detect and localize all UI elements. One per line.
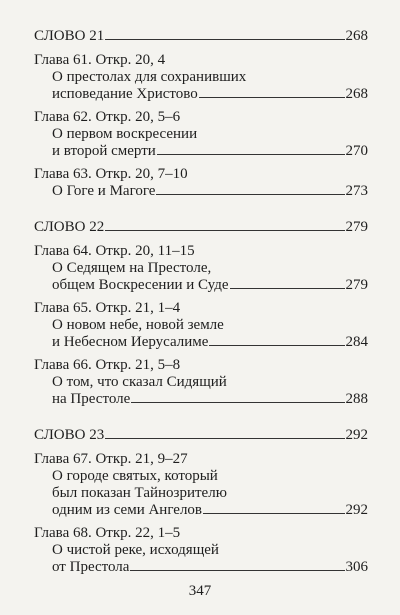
chapter-page: 273 <box>345 183 368 199</box>
chapter-heading: Глава 61. Откр. 20, 4 <box>34 52 166 68</box>
dot-leader <box>130 570 344 571</box>
chapter-line: О городе святых, который <box>52 468 218 484</box>
chapter-page: 284 <box>345 334 368 350</box>
chapter-line: О новом небе, новой земле <box>52 317 224 333</box>
chapter-line: О чистой реке, исходящей <box>52 542 219 558</box>
section-title: СЛОВО 22 <box>34 219 105 235</box>
chapter-page: 292 <box>345 502 368 518</box>
chapter-entry <box>34 126 368 160</box>
dot-leader <box>203 513 344 514</box>
chapter-line: на Престоле <box>52 391 131 407</box>
section-title-row <box>34 28 368 45</box>
chapter-line: общем Воскресении и Суде <box>52 277 229 293</box>
dot-leader <box>209 345 344 346</box>
chapter-line: и Небесном Иерусалиме <box>52 334 209 350</box>
chapter-entry <box>34 260 368 294</box>
chapter-page: 270 <box>345 143 368 159</box>
chapter-heading: Глава 67. Откр. 21, 9–27 <box>34 451 188 467</box>
section-page: 292 <box>345 427 368 443</box>
chapter-line: исповедание Христово <box>52 86 198 102</box>
chapter-page: 268 <box>345 86 368 102</box>
chapter-line: одним из семи Ангелов <box>52 502 203 518</box>
chapter-page: 279 <box>345 277 368 293</box>
chapter-entry <box>34 542 368 576</box>
dot-leader <box>199 97 345 98</box>
chapter-line: О том, что сказал Сидящий <box>52 374 227 390</box>
chapter-line: О престолах для сохранивших <box>52 69 247 85</box>
dot-leader <box>105 39 344 40</box>
dot-leader <box>131 402 344 403</box>
chapter-entry <box>34 317 368 351</box>
dot-leader <box>157 154 345 155</box>
section-title-row <box>34 427 368 444</box>
section-title: СЛОВО 21 <box>34 28 105 44</box>
chapter-heading: Глава 63. Откр. 20, 7–10 <box>34 166 188 182</box>
chapter-heading: Глава 68. Откр. 22, 1–5 <box>34 525 181 541</box>
chapter-heading: Глава 65. Откр. 21, 1–4 <box>34 300 181 316</box>
dot-leader <box>105 230 344 231</box>
chapter-entry <box>34 183 368 200</box>
dot-leader <box>230 288 345 289</box>
section-title: СЛОВО 23 <box>34 427 105 443</box>
chapter-line: О первом воскресении <box>52 126 198 142</box>
chapter-line: был показан Тайнозрителю <box>52 485 227 501</box>
table-of-contents <box>34 28 368 576</box>
chapter-line: от Престола <box>52 559 130 575</box>
chapter-line: и второй смерти <box>52 143 156 159</box>
chapter-entry <box>34 374 368 408</box>
chapter-entry <box>34 468 368 519</box>
section-page: 279 <box>345 219 368 235</box>
chapter-heading: Глава 66. Откр. 21, 5–8 <box>34 357 181 373</box>
chapter-line: О Гоге и Магоге <box>52 183 156 199</box>
chapter-page: 306 <box>345 559 368 575</box>
dot-leader <box>105 438 344 439</box>
section-page: 268 <box>345 28 368 44</box>
chapter-heading: Глава 64. Откр. 20, 11–15 <box>34 243 195 259</box>
page-number: 347 <box>188 583 212 599</box>
chapter-line: О Седящем на Престоле, <box>52 260 212 276</box>
section-title-row <box>34 219 368 236</box>
chapter-entry <box>34 69 368 103</box>
dot-leader <box>156 194 344 195</box>
chapter-heading: Глава 62. Откр. 20, 5–6 <box>34 109 181 125</box>
chapter-page: 288 <box>345 391 368 407</box>
